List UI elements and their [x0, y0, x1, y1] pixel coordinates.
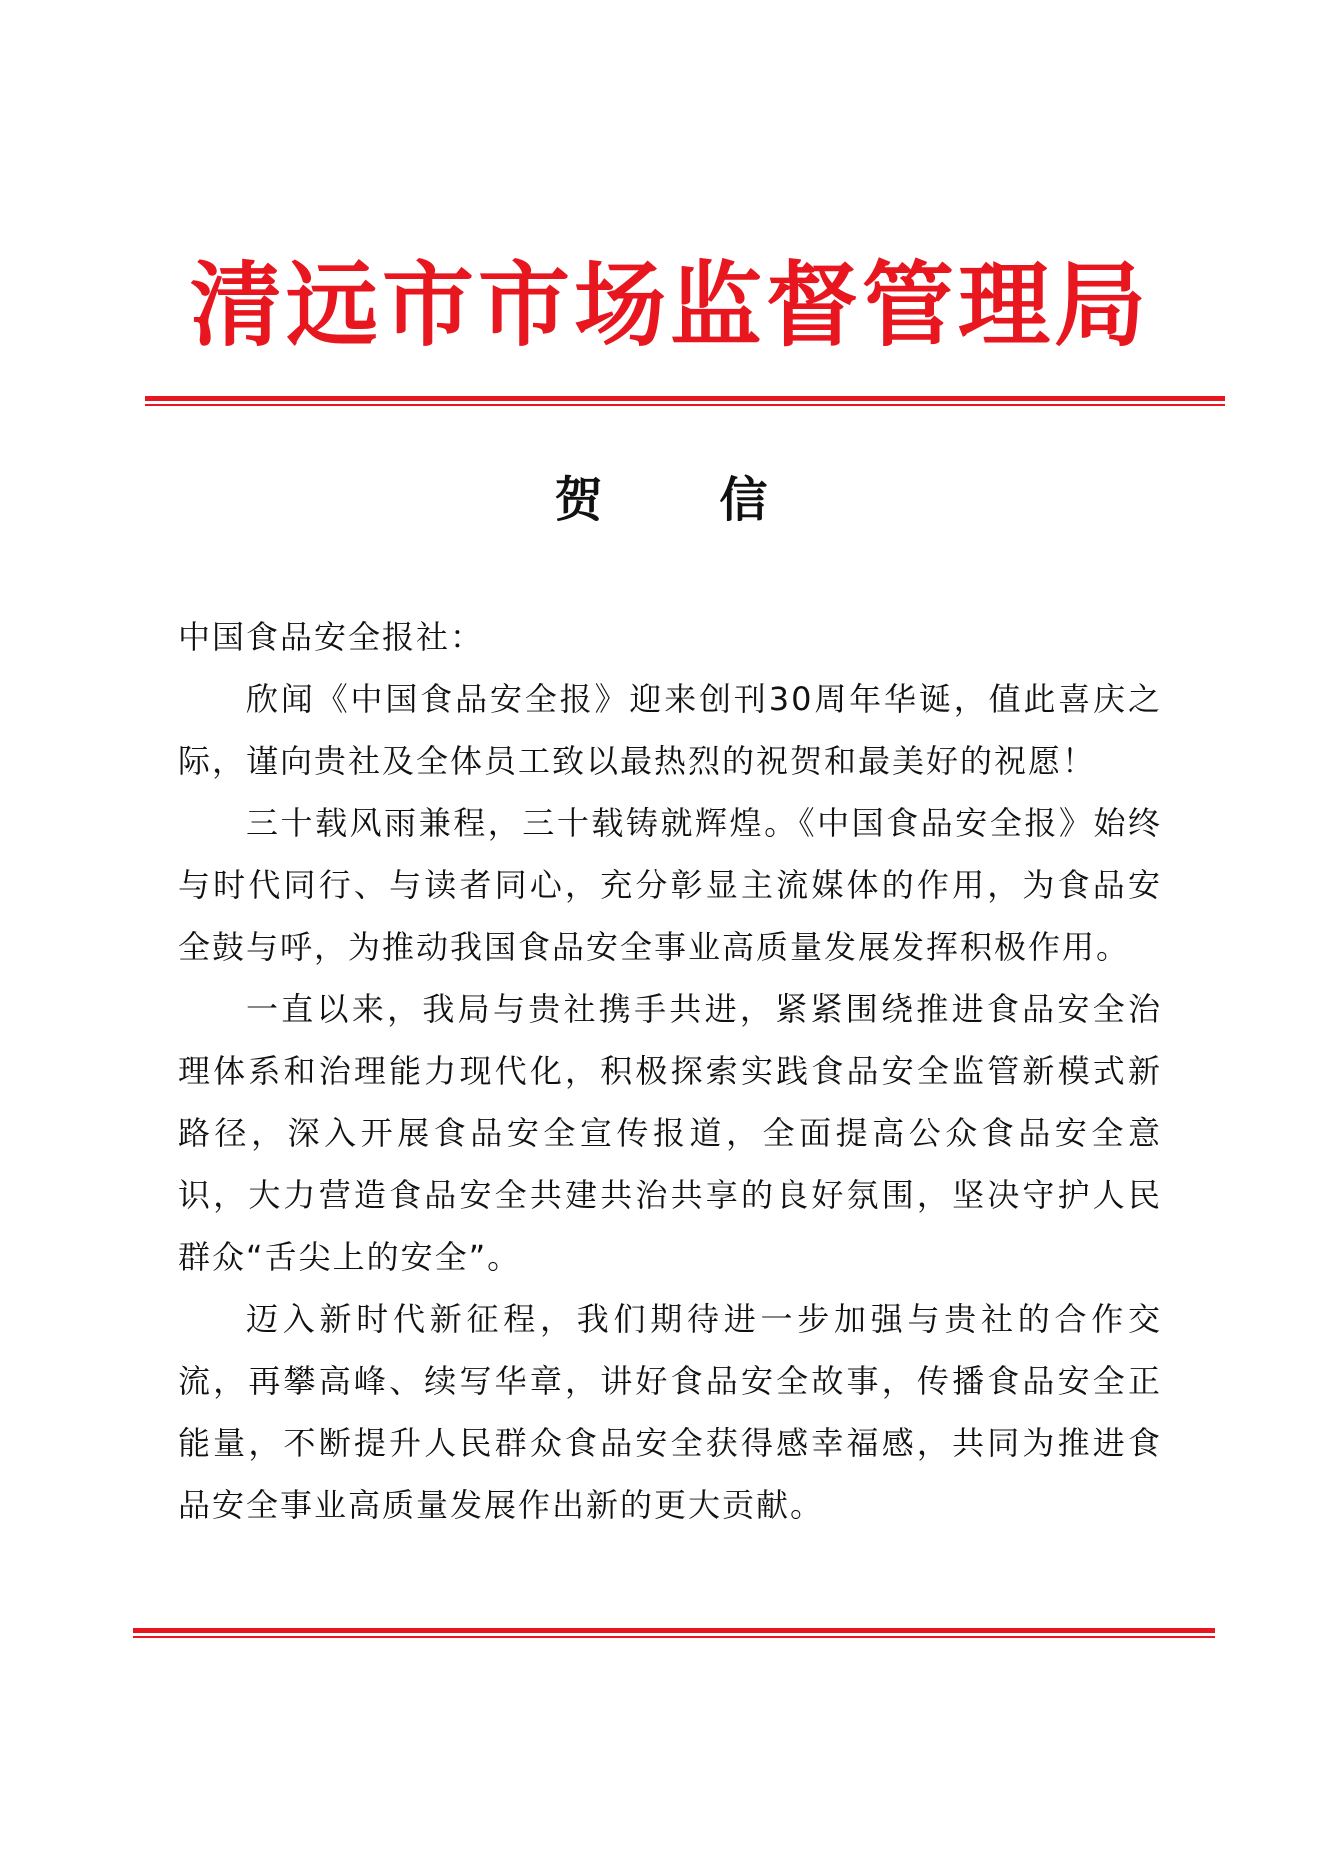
paragraph-3: 一直以来，我局与贵社携手共进，紧紧围绕推进食品安全治理体系和治理能力现代化，积极探索实践食品安全监管新模式新路径，深入开展食品安全宣传报道，全面提高公众食品安全意识，大力营造食品安全共建共治共享的良好氛围，坚决守护人民群众“舌尖上的安全”。	[178, 990, 1162, 1276]
letterhead-organization: 清远市市场监督管理局	[189, 251, 1150, 359]
paragraph-1: 欣闻《中国食品安全报》迎来创刊30周年华诞，值此喜庆之际，谨向贵社及全体员工致以最热烈的祝贺和最美好的祝愿！	[178, 680, 1162, 780]
letterhead-divider-top	[145, 396, 1225, 406]
letter-body	[178, 606, 1162, 1536]
divider-thin-line	[133, 1636, 1215, 1638]
salutation: 中国食品安全报社：	[178, 618, 485, 656]
divider-thin-line	[145, 404, 1225, 406]
paragraph-4: 迈入新时代新征程，我们期待进一步加强与贵社的合作交流，再攀高峰、续写华章，讲好食品安全故事，传播食品安全正能量，不断提升人民群众食品安全获得感幸福感，共同为推进食品安全事业高质量发展作出新的更大贡献。	[178, 1300, 1162, 1524]
paragraph-2: 三十载风雨兼程，三十载铸就辉煌。《中国食品安全报》始终与时代同行、与读者同心，充分彰显主流媒体的作用，为食品安全鼓与呼，为推动我国食品安全事业高质量发展发挥积极作用。	[178, 804, 1162, 966]
footer-divider-bottom	[133, 1628, 1215, 1638]
document-title: 贺 信	[554, 472, 818, 528]
